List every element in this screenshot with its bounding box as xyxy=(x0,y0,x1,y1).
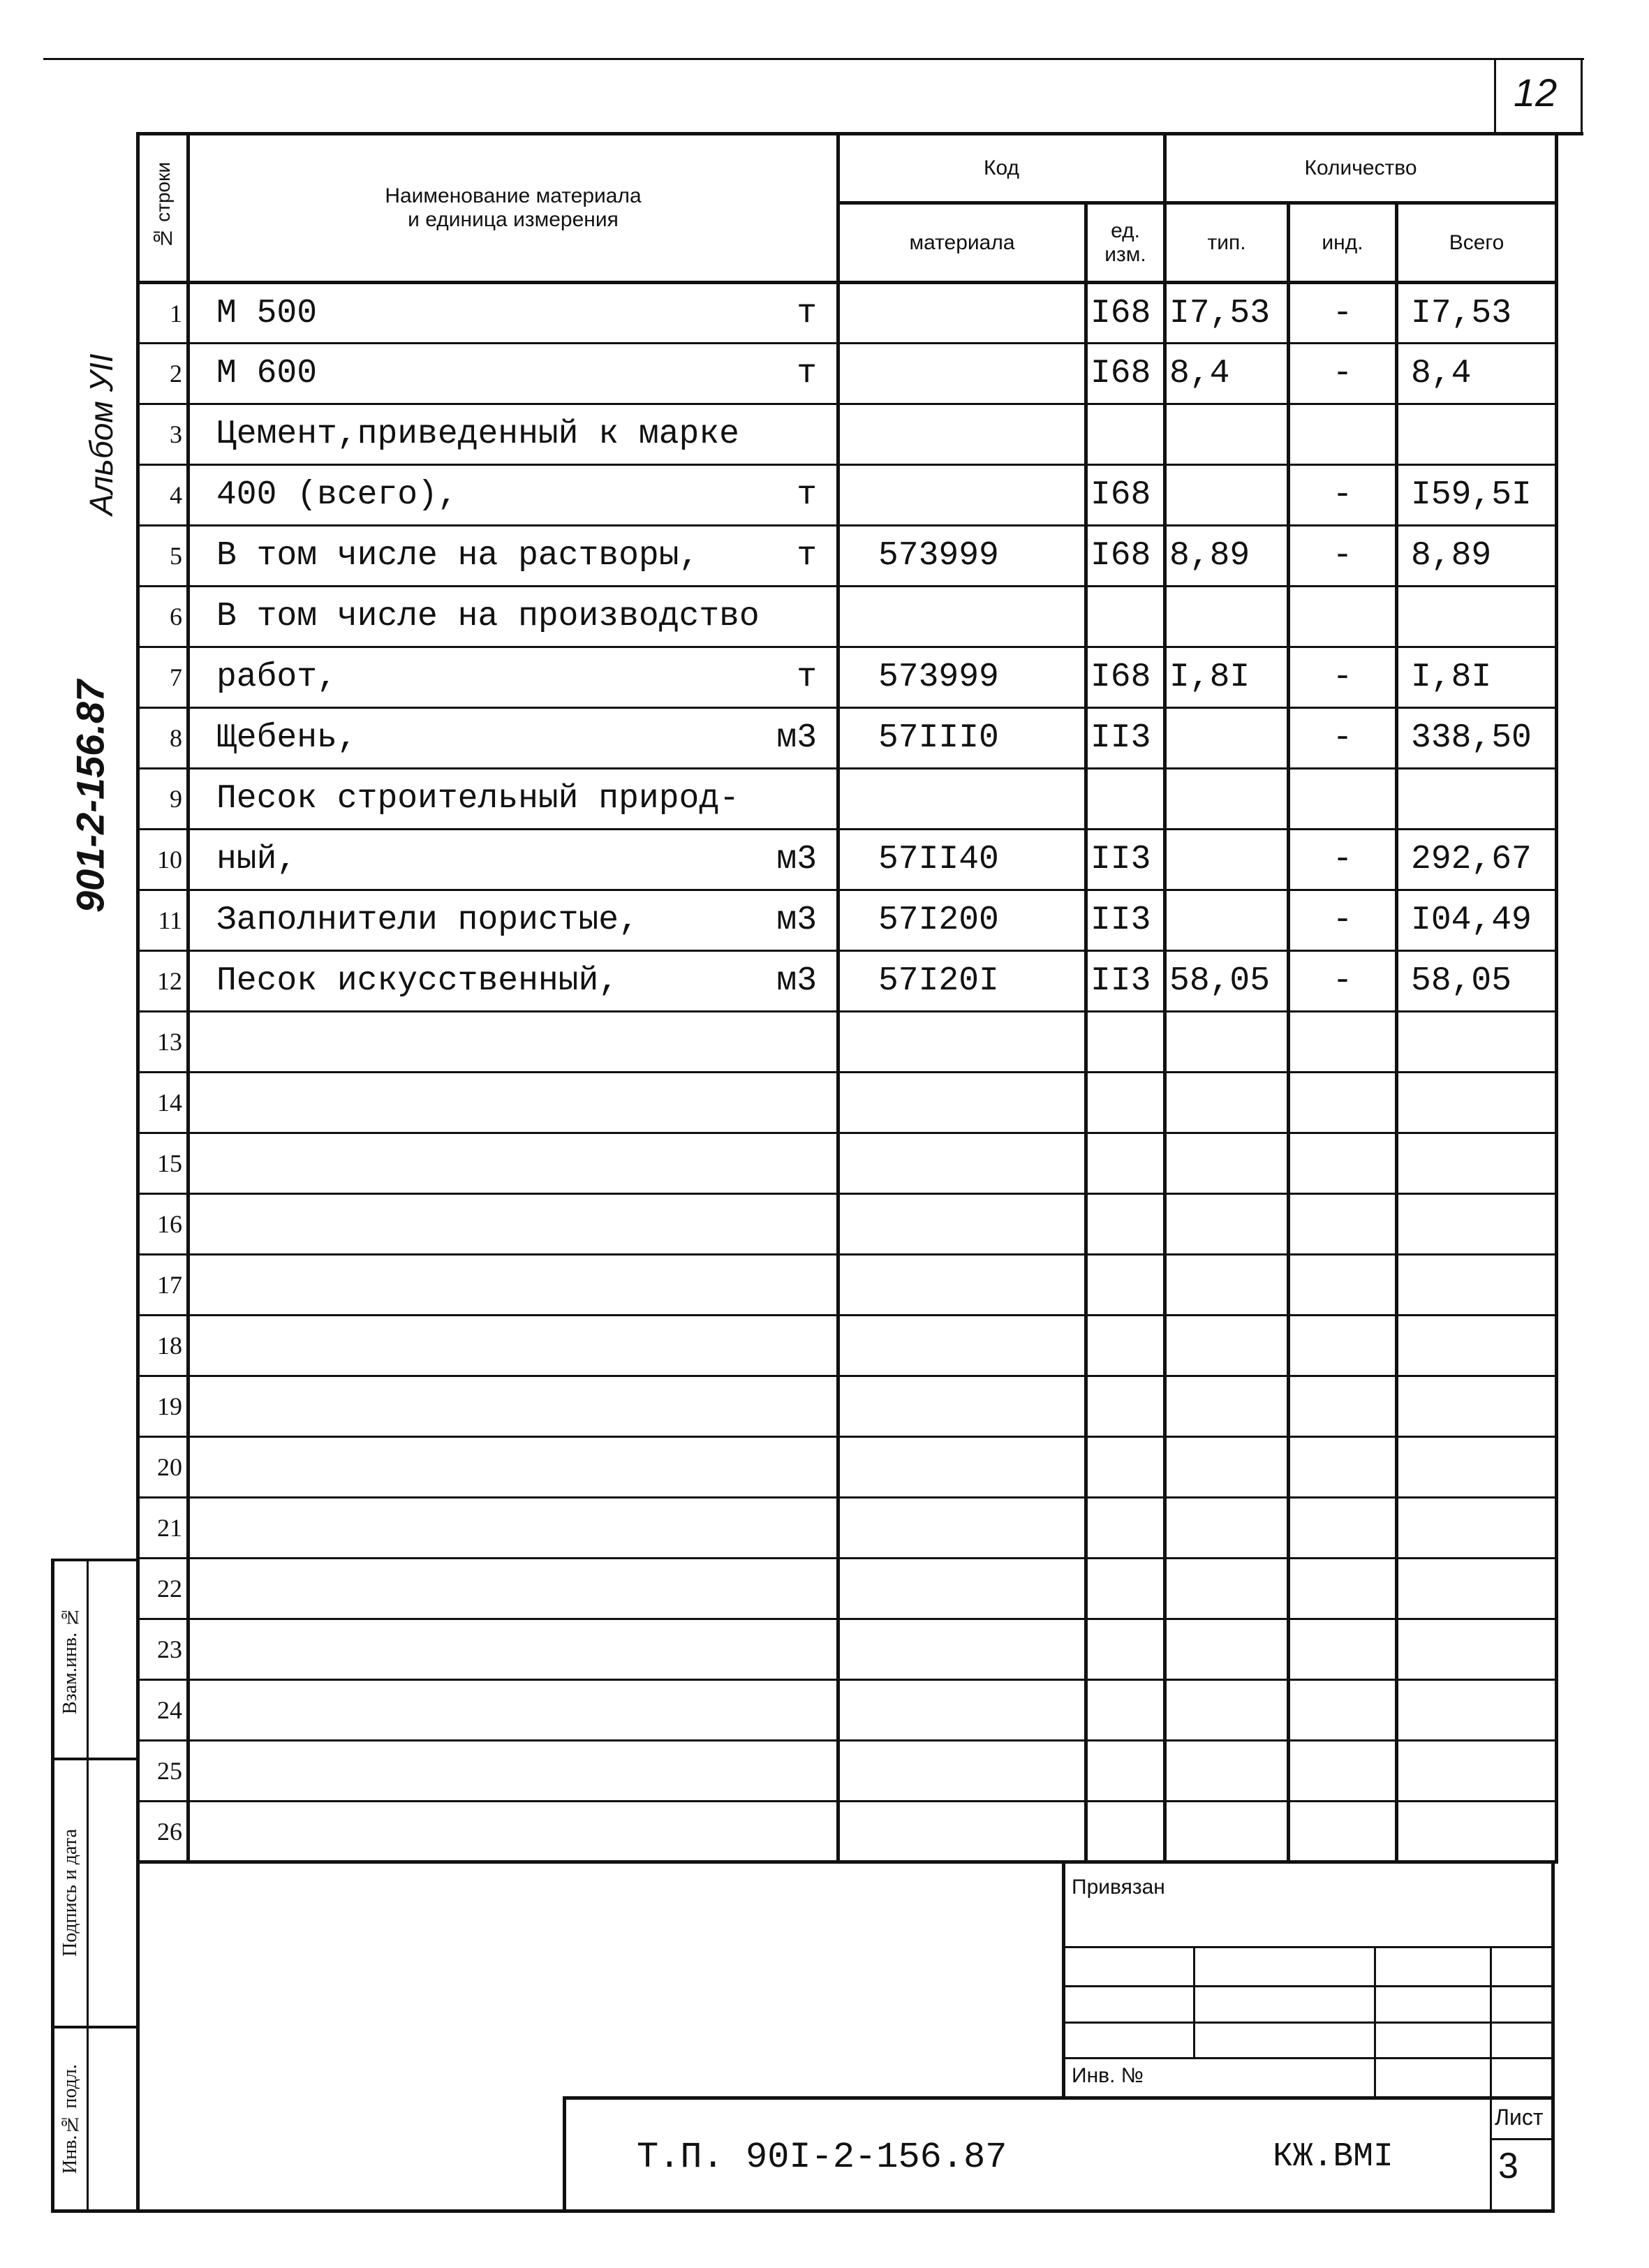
quantity-total: 338,50 xyxy=(1397,708,1557,769)
material-code xyxy=(838,1559,1086,1619)
material-code xyxy=(838,1316,1086,1376)
row-number: 8 xyxy=(138,708,188,769)
row-number: 5 xyxy=(138,526,188,587)
material-name-cell xyxy=(188,769,838,830)
material-code: 573999 xyxy=(838,647,1086,708)
unit-code xyxy=(1086,1437,1165,1498)
quantity-total: 292,67 xyxy=(1397,830,1557,890)
quantity-ind xyxy=(1289,1133,1397,1194)
material-code xyxy=(838,1194,1086,1255)
title-block-left xyxy=(563,2096,566,2211)
quantity-typ xyxy=(1165,1194,1289,1255)
row-number: 6 xyxy=(138,587,188,647)
material-code xyxy=(838,1498,1086,1559)
material-code xyxy=(838,1376,1086,1437)
quantity-total xyxy=(1397,1802,1557,1862)
doc-code-handwritten: 901-2-156.87 xyxy=(68,679,112,913)
header-ind: инд. xyxy=(1289,203,1397,283)
quantity-typ xyxy=(1165,1133,1289,1194)
table-row xyxy=(138,465,1557,526)
material-name: ный, xyxy=(216,841,297,878)
material-name: М 600 xyxy=(216,355,318,392)
quantity-ind xyxy=(1289,1073,1397,1133)
linked-grid-col-1 xyxy=(1193,1946,1195,2057)
header-row-number xyxy=(138,134,188,283)
quantity-typ xyxy=(1165,708,1289,769)
material-name-cell xyxy=(188,1680,838,1741)
quantity-ind xyxy=(1289,769,1397,830)
side-strip-top xyxy=(51,1559,139,1561)
header-code-material: материала xyxy=(838,203,1086,283)
material-name: Цемент,приведенный к марке xyxy=(216,415,739,453)
quantity-ind: - xyxy=(1289,526,1397,587)
material-name-cell xyxy=(188,1316,838,1376)
quantity-ind xyxy=(1289,1376,1397,1437)
material-name-cell xyxy=(188,587,838,647)
quantity-total xyxy=(1397,1437,1557,1498)
quantity-typ: 8,4 xyxy=(1165,344,1289,404)
row-number: 17 xyxy=(138,1255,188,1316)
row-number: 11 xyxy=(138,890,188,951)
stamp-left-border xyxy=(136,1860,140,2211)
quantity-ind: - xyxy=(1289,647,1397,708)
quantity-total: I,8I xyxy=(1397,647,1557,708)
quantity-typ xyxy=(1165,1012,1289,1073)
quantity-ind xyxy=(1289,1194,1397,1255)
material-name-cell xyxy=(188,1498,838,1559)
table-row xyxy=(138,1073,1557,1133)
material-name: М 500 xyxy=(216,294,318,332)
material-name-cell xyxy=(188,1194,838,1255)
linked-grid-line-4 xyxy=(1063,2057,1553,2059)
quantity-total xyxy=(1397,1619,1557,1680)
material-name-cell xyxy=(188,951,838,1012)
quantity-typ xyxy=(1165,1073,1289,1133)
row-number: 13 xyxy=(138,1012,188,1073)
material-code: 57I20I xyxy=(838,951,1086,1012)
material-name-wrap xyxy=(190,415,836,453)
material-name-wrap xyxy=(190,355,836,392)
linked-block-left xyxy=(1062,1862,1065,2099)
table-row xyxy=(138,1012,1557,1073)
material-code xyxy=(838,1680,1086,1741)
material-unit: м3 xyxy=(776,841,817,878)
material-name-cell xyxy=(188,404,838,465)
header-code-unit xyxy=(1086,203,1165,283)
material-code: 57I200 xyxy=(838,890,1086,951)
material-code xyxy=(838,344,1086,404)
quantity-typ xyxy=(1165,1437,1289,1498)
material-code: 57III0 xyxy=(838,708,1086,769)
material-name-cell xyxy=(188,830,838,890)
material-name-wrap xyxy=(190,780,836,818)
materials-table xyxy=(136,132,1558,1864)
material-name-wrap xyxy=(190,841,836,878)
material-name-wrap xyxy=(190,537,836,575)
material-name-wrap xyxy=(190,719,836,757)
material-code xyxy=(838,1073,1086,1133)
table-row xyxy=(138,890,1557,951)
quantity-total xyxy=(1397,1012,1557,1073)
row-number: 23 xyxy=(138,1619,188,1680)
unit-code: II3 xyxy=(1086,708,1165,769)
page-number: 12 xyxy=(1514,71,1558,115)
quantity-total xyxy=(1397,1498,1557,1559)
table-row xyxy=(138,1437,1557,1498)
unit-code xyxy=(1086,1012,1165,1073)
header-unit-line2: изм. xyxy=(1104,242,1146,266)
material-name-cell xyxy=(188,283,838,344)
header-row-number-label: № строки xyxy=(151,161,174,249)
linked-grid-line-3 xyxy=(1063,2022,1553,2024)
material-name-cell xyxy=(188,526,838,587)
row-number: 7 xyxy=(138,647,188,708)
unit-code xyxy=(1086,1073,1165,1133)
inv-number-label: Инв. № xyxy=(1072,2064,1144,2087)
unit-code xyxy=(1086,1498,1165,1559)
material-code: 573999 xyxy=(838,526,1086,587)
row-number: 12 xyxy=(138,951,188,1012)
table-row xyxy=(138,526,1557,587)
row-number: 26 xyxy=(138,1802,188,1862)
quantity-total xyxy=(1397,1741,1557,1802)
quantity-total: I59,5I xyxy=(1397,465,1557,526)
row-number: 24 xyxy=(138,1680,188,1741)
material-name-cell xyxy=(188,647,838,708)
material-name-wrap xyxy=(190,901,836,939)
quantity-typ xyxy=(1165,1741,1289,1802)
material-code xyxy=(838,1619,1086,1680)
page-number-box-left xyxy=(1494,58,1496,133)
material-unit: т xyxy=(797,537,817,575)
unit-code: I68 xyxy=(1086,526,1165,587)
quantity-typ xyxy=(1165,1255,1289,1316)
material-name-cell xyxy=(188,708,838,769)
material-name-wrap xyxy=(190,962,836,1000)
material-name-cell xyxy=(188,465,838,526)
quantity-total xyxy=(1397,404,1557,465)
unit-code xyxy=(1086,769,1165,830)
material-unit: т xyxy=(797,294,817,332)
quantity-total: 8,4 xyxy=(1397,344,1557,404)
quantity-total xyxy=(1397,1194,1557,1255)
material-name-cell xyxy=(188,1255,838,1316)
quantity-ind xyxy=(1289,1741,1397,1802)
table-row xyxy=(138,1741,1557,1802)
replaced-inv-label: Взам.инв. № xyxy=(59,1605,81,1715)
unit-code: II3 xyxy=(1086,890,1165,951)
quantity-typ xyxy=(1165,1802,1289,1862)
table-row xyxy=(138,830,1557,890)
unit-code: I68 xyxy=(1086,465,1165,526)
quantity-typ xyxy=(1165,587,1289,647)
table-row xyxy=(138,951,1557,1012)
quantity-total: 8,89 xyxy=(1397,526,1557,587)
unit-code: II3 xyxy=(1086,830,1165,890)
row-number: 19 xyxy=(138,1376,188,1437)
row-number: 3 xyxy=(138,404,188,465)
quantity-total: I7,53 xyxy=(1397,283,1557,344)
unit-code xyxy=(1086,1376,1165,1437)
material-unit: т xyxy=(797,476,817,514)
quantity-total xyxy=(1397,1316,1557,1376)
material-code xyxy=(838,1012,1086,1073)
linked-grid-col-3 xyxy=(1490,1946,1492,2211)
table-row xyxy=(138,769,1557,830)
table-row xyxy=(138,404,1557,465)
unit-code xyxy=(1086,1133,1165,1194)
unit-code: I68 xyxy=(1086,647,1165,708)
material-name: Щебень, xyxy=(216,719,357,757)
material-name: Песок строительный природ- xyxy=(216,780,739,818)
sheet-cell-divider xyxy=(1490,2138,1553,2140)
row-number: 4 xyxy=(138,465,188,526)
row-number: 18 xyxy=(138,1316,188,1376)
row-number: 9 xyxy=(138,769,188,830)
material-name-cell xyxy=(188,890,838,951)
material-code xyxy=(838,587,1086,647)
quantity-typ: 58,05 xyxy=(1165,951,1289,1012)
linked-label: Привязан xyxy=(1072,1876,1165,1899)
quantity-total xyxy=(1397,1559,1557,1619)
stamp-bottom-border xyxy=(136,2209,1555,2213)
table-row xyxy=(138,1376,1557,1437)
row-number: 2 xyxy=(138,344,188,404)
material-name: В том числе на растворы, xyxy=(216,537,700,575)
quantity-ind xyxy=(1289,1680,1397,1741)
quantity-ind xyxy=(1289,1498,1397,1559)
quantity-ind xyxy=(1289,1802,1397,1862)
quantity-typ xyxy=(1165,1619,1289,1680)
material-name-cell xyxy=(188,344,838,404)
document-mark: КЖ.ВМI xyxy=(1273,2138,1393,2176)
material-name: работ, xyxy=(216,658,337,696)
unit-code xyxy=(1086,587,1165,647)
table-row xyxy=(138,1559,1557,1619)
quantity-typ xyxy=(1165,830,1289,890)
quantity-ind xyxy=(1289,1316,1397,1376)
header-name-line1: Наименование материала xyxy=(385,184,642,207)
material-name-wrap xyxy=(190,658,836,696)
quantity-typ xyxy=(1165,1376,1289,1437)
material-unit: м3 xyxy=(776,901,817,939)
row-number: 16 xyxy=(138,1194,188,1255)
unit-code xyxy=(1086,1802,1165,1862)
sheet-label: Лист xyxy=(1495,2105,1544,2130)
linked-grid-col-2 xyxy=(1374,1946,1376,2098)
unit-code xyxy=(1086,1680,1165,1741)
stamp-right-border xyxy=(1551,1860,1555,2211)
quantity-typ xyxy=(1165,890,1289,951)
row-number: 25 xyxy=(138,1741,188,1802)
unit-code xyxy=(1086,1741,1165,1802)
quantity-total xyxy=(1397,1073,1557,1133)
quantity-ind: - xyxy=(1289,951,1397,1012)
table-row xyxy=(138,1133,1557,1194)
material-unit: т xyxy=(797,658,817,696)
material-name-cell xyxy=(188,1012,838,1073)
quantity-typ xyxy=(1165,1498,1289,1559)
unit-code xyxy=(1086,1619,1165,1680)
material-code xyxy=(838,1255,1086,1316)
material-name: В том числе на производство xyxy=(216,598,760,635)
table-row xyxy=(138,1619,1557,1680)
table-row xyxy=(138,1194,1557,1255)
header-material-name xyxy=(188,134,838,283)
material-code xyxy=(838,1741,1086,1802)
table-row xyxy=(138,1255,1557,1316)
quantity-typ: I,8I xyxy=(1165,647,1289,708)
top-frame-line xyxy=(43,58,1584,60)
unit-code xyxy=(1086,1194,1165,1255)
material-name-cell xyxy=(188,1559,838,1619)
material-code: 57II40 xyxy=(838,830,1086,890)
inv-original-label: Инв.№ подл. xyxy=(59,2064,81,2174)
table-row xyxy=(138,344,1557,404)
quantity-ind: - xyxy=(1289,465,1397,526)
side-strip-bottom xyxy=(51,2209,139,2213)
table-body xyxy=(138,283,1557,1862)
quantity-ind: - xyxy=(1289,344,1397,404)
unit-code xyxy=(1086,404,1165,465)
quantity-ind xyxy=(1289,1559,1397,1619)
table-row xyxy=(138,1498,1557,1559)
quantity-typ xyxy=(1165,1680,1289,1741)
header-unit-line1: ед. xyxy=(1111,219,1140,242)
quantity-ind: - xyxy=(1289,890,1397,951)
quantity-total xyxy=(1397,769,1557,830)
document-title: Т.П. 90I-2-156.87 xyxy=(637,2137,1007,2178)
quantity-ind xyxy=(1289,1012,1397,1073)
quantity-total xyxy=(1397,1376,1557,1437)
album-label: Альбом УII xyxy=(83,353,119,515)
quantity-typ: 8,89 xyxy=(1165,526,1289,587)
unit-code: I68 xyxy=(1086,344,1165,404)
quantity-total xyxy=(1397,1680,1557,1741)
header-quantity: Количество xyxy=(1165,134,1557,203)
material-unit: т xyxy=(797,355,817,392)
quantity-typ xyxy=(1165,465,1289,526)
material-code xyxy=(838,404,1086,465)
table-row xyxy=(138,283,1557,344)
row-number: 1 xyxy=(138,283,188,344)
row-number: 22 xyxy=(138,1559,188,1619)
quantity-ind xyxy=(1289,1619,1397,1680)
header-typ: тип. xyxy=(1165,203,1289,283)
linked-grid-line-1 xyxy=(1063,1946,1553,1948)
material-name-cell xyxy=(188,1437,838,1498)
row-number: 15 xyxy=(138,1133,188,1194)
header-total: Всего xyxy=(1397,203,1557,283)
quantity-typ xyxy=(1165,1559,1289,1619)
quantity-typ: I7,53 xyxy=(1165,283,1289,344)
material-name-cell xyxy=(188,1133,838,1194)
material-unit: м3 xyxy=(776,962,817,1000)
quantity-typ xyxy=(1165,1316,1289,1376)
material-name-cell xyxy=(188,1376,838,1437)
unit-code: II3 xyxy=(1086,951,1165,1012)
material-code xyxy=(838,465,1086,526)
material-name: Заполнители пористые, xyxy=(216,901,639,939)
material-name: Песок искусственный, xyxy=(216,962,619,1000)
table-row xyxy=(138,708,1557,769)
quantity-total xyxy=(1397,1133,1557,1194)
table-row xyxy=(138,587,1557,647)
quantity-total: I04,49 xyxy=(1397,890,1557,951)
material-code xyxy=(838,1133,1086,1194)
quantity-ind xyxy=(1289,1255,1397,1316)
quantity-ind xyxy=(1289,587,1397,647)
header-name-line2: и единица измерения xyxy=(408,208,619,231)
side-strip-inner-divider xyxy=(87,1560,89,2211)
quantity-ind xyxy=(1289,404,1397,465)
signature-date-label: Подпись и дата xyxy=(59,1829,81,1957)
material-code xyxy=(838,283,1086,344)
row-number: 20 xyxy=(138,1437,188,1498)
quantity-typ xyxy=(1165,769,1289,830)
quantity-ind xyxy=(1289,1437,1397,1498)
material-code xyxy=(838,1437,1086,1498)
material-name: 400 (всего), xyxy=(216,476,458,514)
table-row xyxy=(138,1802,1557,1862)
material-name-cell xyxy=(188,1741,838,1802)
quantity-total: 58,05 xyxy=(1397,951,1557,1012)
header-code: Код xyxy=(838,134,1165,203)
material-name-wrap xyxy=(190,295,836,332)
material-name-cell xyxy=(188,1619,838,1680)
material-code xyxy=(838,769,1086,830)
table-row xyxy=(138,1680,1557,1741)
quantity-total xyxy=(1397,587,1557,647)
linked-grid-line-2 xyxy=(1063,1985,1553,1987)
table-row xyxy=(138,1316,1557,1376)
unit-code xyxy=(1086,1255,1165,1316)
table-row xyxy=(138,647,1557,708)
sheet-number: 3 xyxy=(1498,2146,1518,2186)
unit-code: I68 xyxy=(1086,283,1165,344)
material-name-cell xyxy=(188,1073,838,1133)
material-unit: м3 xyxy=(776,719,817,757)
unit-code xyxy=(1086,1316,1165,1376)
row-number: 14 xyxy=(138,1073,188,1133)
material-name-wrap xyxy=(190,598,836,635)
unit-code xyxy=(1086,1559,1165,1619)
quantity-ind: - xyxy=(1289,283,1397,344)
row-number: 21 xyxy=(138,1498,188,1559)
row-number: 10 xyxy=(138,830,188,890)
page-number-box-right xyxy=(1581,58,1583,133)
material-name-wrap xyxy=(190,476,836,514)
material-name-cell xyxy=(188,1802,838,1862)
quantity-typ xyxy=(1165,404,1289,465)
quantity-total xyxy=(1397,1255,1557,1316)
quantity-ind: - xyxy=(1289,708,1397,769)
quantity-ind: - xyxy=(1289,830,1397,890)
material-code xyxy=(838,1802,1086,1862)
title-block-top xyxy=(563,2096,1555,2100)
